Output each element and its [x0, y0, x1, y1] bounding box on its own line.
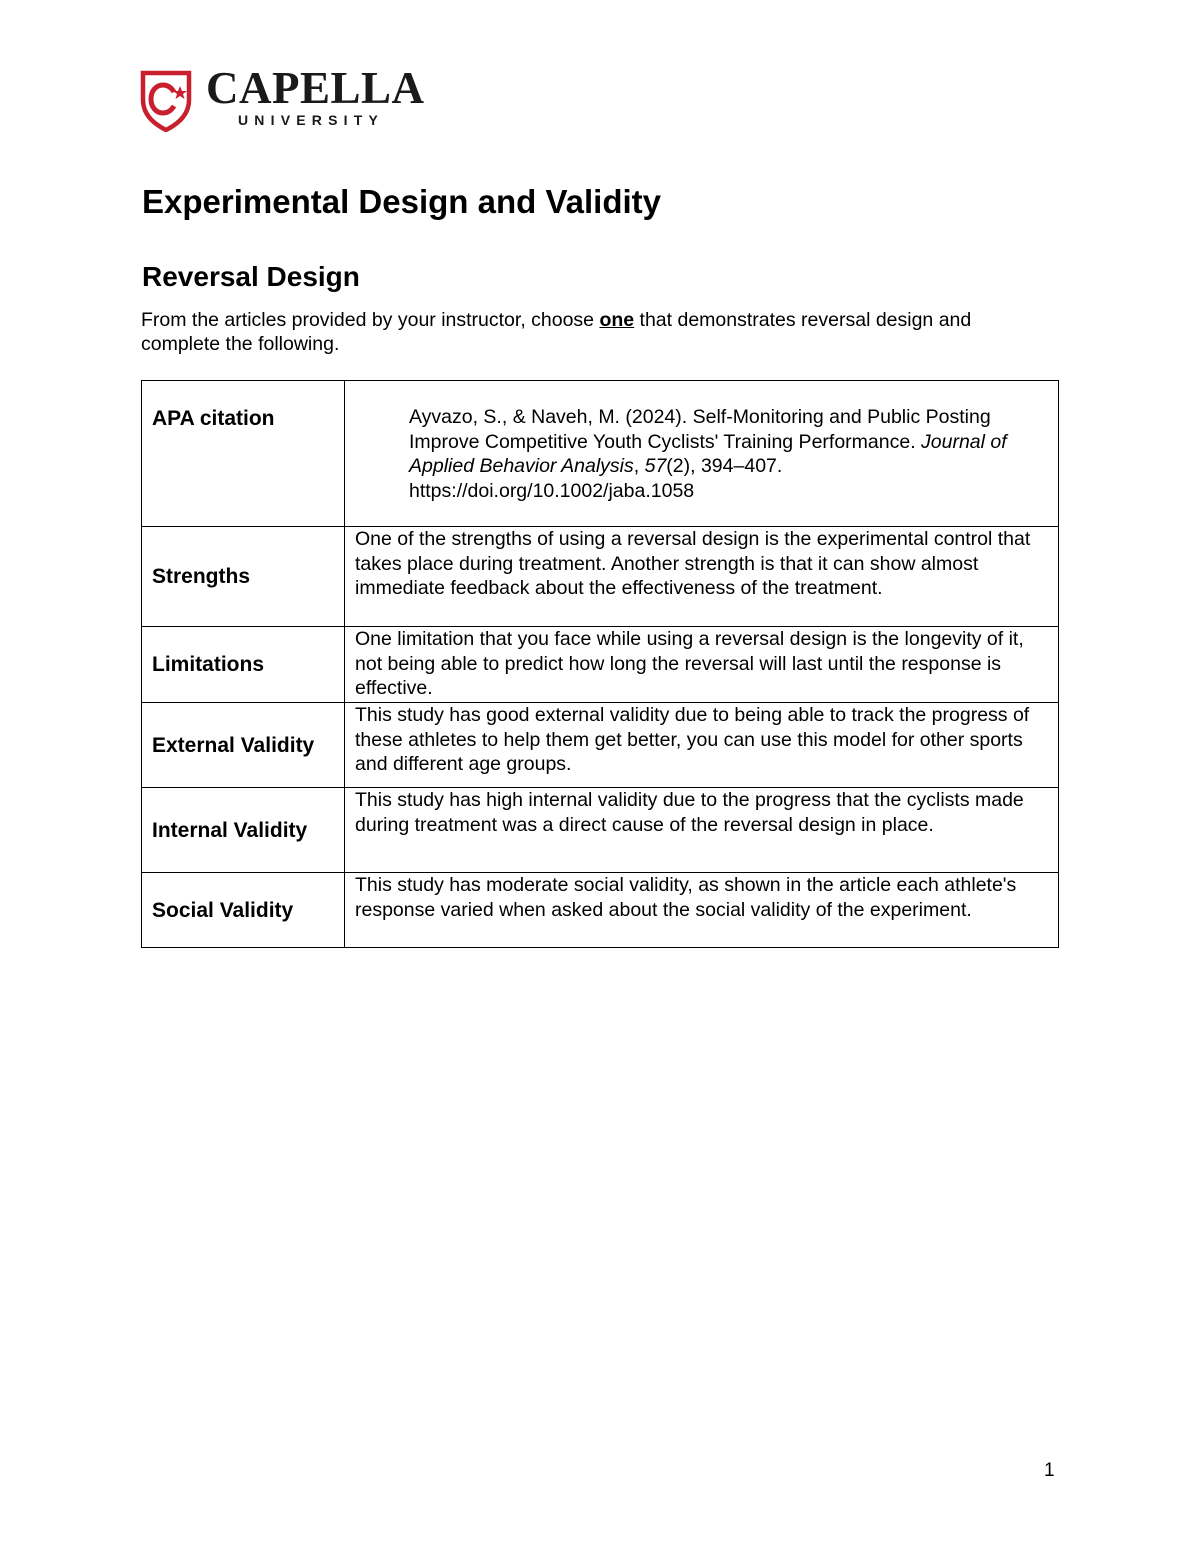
external-validity-label: External Validity — [142, 703, 345, 788]
citation-text-1: Ayvazo, S., & Naveh, M. (2024). Self-Monitoring and Public Posting Improve Competitive Youth Cyclists' Training Performance. — [409, 406, 991, 453]
table-row-external-validity — [142, 703, 1059, 788]
limitations-label: Limitations — [142, 627, 345, 703]
internal-validity-value: This study has high internal validity due to the progress that the cyclists made during treatment was a direct cause of the reversal design in place. — [345, 788, 1059, 873]
citation-label: APA citation — [142, 381, 345, 527]
page-number: 1 — [1044, 1460, 1055, 1481]
table-row-citation — [142, 381, 1059, 527]
capella-shield-icon — [140, 70, 192, 132]
logo-subword: UNIVERSITY — [238, 112, 385, 128]
internal-validity-label: Internal Validity — [142, 788, 345, 873]
citation-journal: Journal of Applied Behavior Analysis — [409, 430, 1007, 478]
intro-text-before: From the articles provided by your instructor, choose — [141, 309, 600, 331]
citation-value — [345, 381, 1059, 527]
limitations-value: One limitation that you face while using a reversal design is the longevity of it, not being able to predict how long the reversal will last until the response is effective. — [345, 627, 1059, 703]
social-validity-label: Social Validity — [142, 873, 345, 948]
logo-wordmark: CAPELLA — [206, 63, 425, 113]
strengths-label: Strengths — [142, 527, 345, 627]
citation-volume: 57 — [644, 455, 667, 478]
page-title: Experimental Design and Validity — [142, 183, 661, 220]
intro-emphasis: one — [599, 309, 635, 331]
social-validity-value: This study has moderate social validity, as shown in the article each athlete's response varied when asked about the social validity of the experiment. — [345, 873, 1059, 948]
intro-paragraph — [141, 308, 1041, 356]
citation-sep: , — [633, 455, 645, 478]
table-row-social-validity — [142, 873, 1059, 948]
intro-text-after: that demonstrates reversal design and complete the following. — [141, 309, 972, 355]
section-heading: Reversal Design — [142, 261, 360, 292]
citation-text-2: (2), 394–407. https://doi.org/10.1002/jaba.1058 — [409, 455, 783, 502]
external-validity-value: This study has good external validity due to being able to track the progress of these athletes to help them get better, you can use this model for other sports and different age groups. — [345, 703, 1059, 788]
table-row-limitations — [142, 627, 1059, 703]
validity-table — [141, 380, 1059, 948]
table-row-internal-validity — [142, 788, 1059, 873]
strengths-value: One of the strengths of using a reversal design is the experimental control that takes place during treatment. Another strength is that it can show almost immediate feedback about the effectiveness of the treatment. — [345, 527, 1059, 627]
table-row-strengths — [142, 527, 1059, 627]
